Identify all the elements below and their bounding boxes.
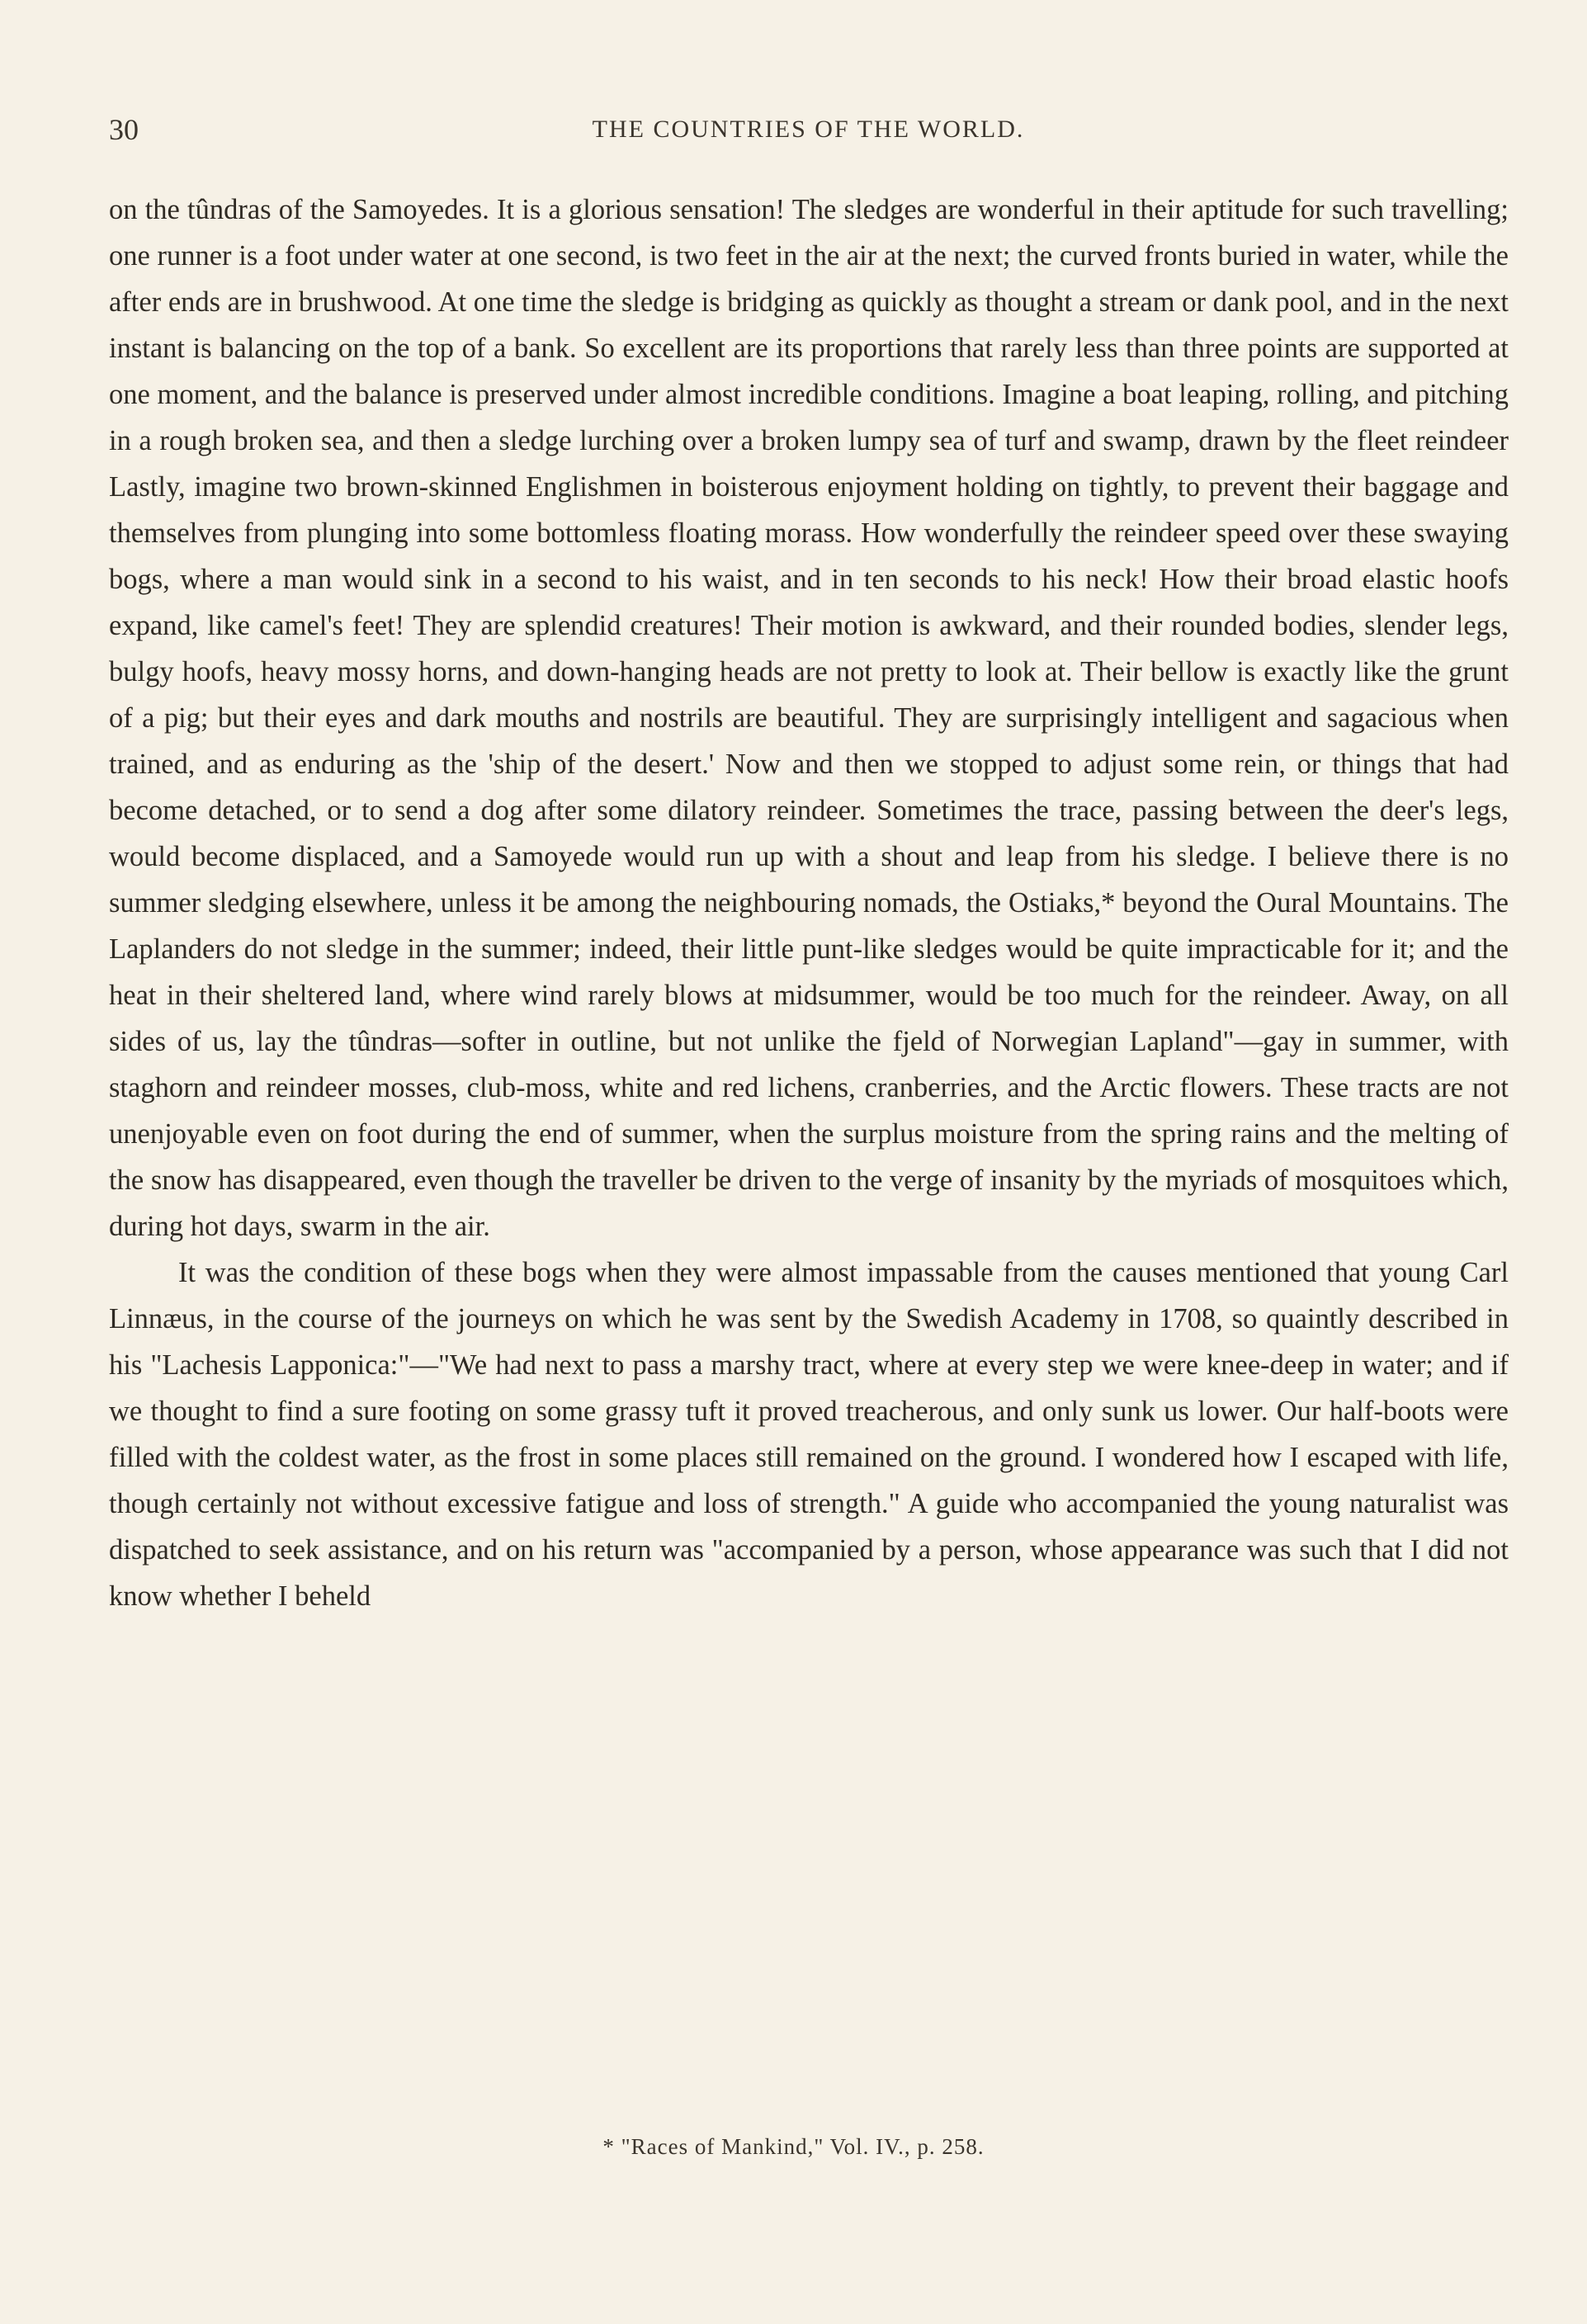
paragraph: It was the condition of these bogs when they were almost impassable from the causes mentioned that young Carl Linnæus, in the course of the journeys on which he was sent by the Swedish Academy in 1708, so quaintly described in his "Lachesis Lapponica:"—"We had next to pass a marshy tract, where at every step we were knee-deep in water; and if we thought to find a sure footing on some grassy tuft it proved treacherous, and only sunk us lower. Our half-boots were filled with the coldest water, as the frost in some places still remained on the ground. I wondered how I escaped with life, though certainly not without excessive fatigue and loss of strength." A guide who accompanied the young naturalist was dispatched to seek assistance, and on his return was "accompanied by a person, whose appearance was such that I did not know whether I beheld [109, 1257, 1509, 1612]
running-title: THE COUNTRIES OF THE WORLD. [592, 116, 1025, 143]
paragraph: on the tûndras of the Samoyedes. It is a glorious sensation! The sledges are wonderful in their aptitude for such travelling; one runner is a foot under water at one second, is two feet in the air at the next; the curved fronts buried in water, while the after ends are in brushwood. At one time the sledge is bridging as quickly as thought a stream or dank pool, and in the next instant is balancing on the top of a bank. So excellent are its proportions that rarely less than three points are supported at one moment, and the balance is preserved under almost incredible conditions. Imagine a boat leaping, rolling, and pitching in a rough broken sea, and then a sledge lurching over a broken lumpy sea of turf and swamp, drawn by the fleet reindeer Lastly, imagine two brown-skinned Englishmen in boisterous enjoyment holding on tightly, to prevent their baggage and themselves from plunging into some bottomless floating morass. How wonderfully the reindeer speed over these swaying bogs, where a man would sink in a second to his waist, and in ten seconds to his neck! How their broad elastic hoofs expand, like camel's feet! They are splendid creatures! Their motion is awkward, and their rounded bodies, slender legs, bulgy hoofs, heavy mossy horns, and down-hanging heads are not pretty to look at. Their bellow is exactly like the grunt of a pig; but their eyes and dark mouths and nostrils are beautiful. They are surprisingly intelligent and sagacious when trained, and as enduring as the 'ship of the desert.' Now and then we stopped to adjust some rein, or things that had become detached, or to send a dog after some dilatory reindeer. Sometimes the trace, passing between the deer's legs, would become displaced, and a Samoyede would run up with a shout and leap from his sledge. I believe there is no summer sledging elsewhere, unless it be among the neighbouring nomads, the Ostiaks,* beyond the Oural Mountains. The Laplanders do not sledge in the summer; indeed, their little punt-like sledges would be quite impracticable for it; and the heat in their sheltered land, where wind rarely blows at midsummer, would be too much for the reindeer. Away, on all sides of us, lay the tûndras—softer in outline, but not unlike the fjeld of Norwegian Lapland"—gay in summer, with staghorn and reindeer mosses, club-moss, white and red lichens, cranberries, and the Arctic flowers. These tracts are not unenjoyable even on foot during the end of summer, when the surplus moisture from the spring rains and the melting of the snow has disappeared, even though the traveller be driven to the verge of insanity by the myriads of mosquitoes which, during hot days, swarm in the air. [109, 194, 1509, 1242]
page-header [109, 112, 1508, 158]
body-text [109, 187, 1509, 1619]
page-number: 30 [109, 113, 139, 146]
footnote: * "Races of Mankind," Vol. IV., p. 258. [602, 2134, 985, 2159]
